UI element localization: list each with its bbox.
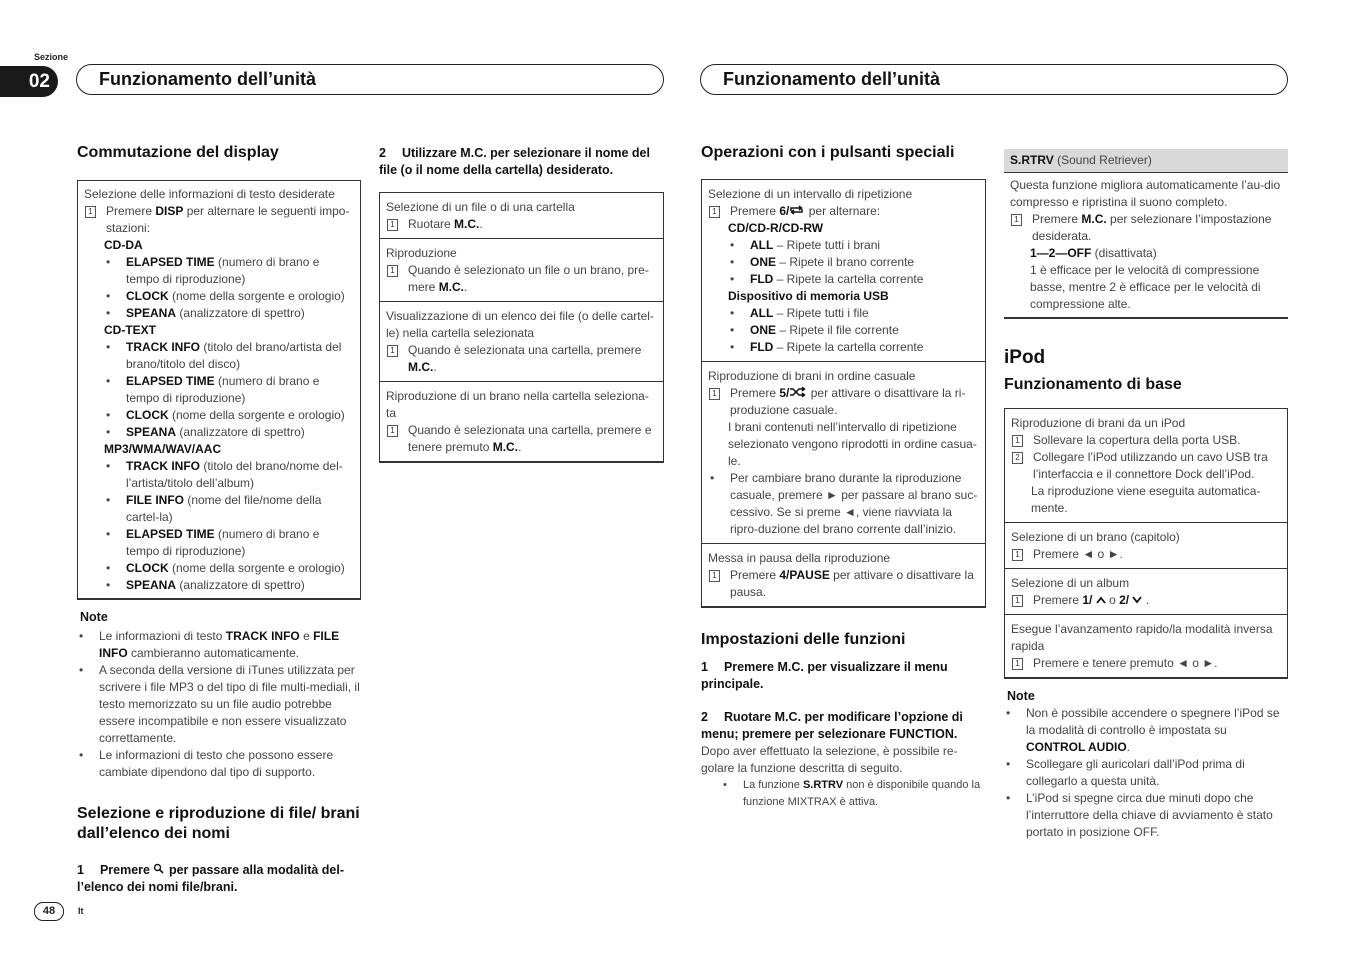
step-number-icon: 1	[1012, 658, 1023, 670]
random-title: Riproduzione di brani in ordine casuale	[708, 369, 916, 383]
step-number-icon: 1	[387, 219, 398, 231]
list-item: • FLD – Ripete la cartella corrente	[730, 340, 924, 354]
list-item: • FILE INFO (nome del file/nome della cartel-la)	[106, 493, 322, 524]
list-item: • ONE – Ripete il file corrente	[730, 323, 899, 337]
note-item: • Non è possibile accendere o spegnere l’iPod se la modalità di controllo è impostata su CONTROL AUDIO.	[1006, 706, 1280, 754]
ipod-box: Riproduzione di brani da un iPod 1 Sollevare la copertura della porta USB. 2 Collegare l’iPod utilizzando un cavo USB tra l’interfaccia e il connettore Dock dell’iPod. La riproduzione viene eseguita automatica-mente. Selezione di un brano (capitolo) 1 Premere ◄ o ►. Selezione di un album 1 Premere 1/ o 2/ . Esegue l’avanzamento rapido/la modalità inversa rapida 1 Premere e tenere premuto ◄ o ►.	[1004, 408, 1288, 679]
page-number: 48	[34, 902, 64, 921]
step-number-icon: 1	[709, 570, 720, 582]
note-item: • A seconda della versione di iTunes utilizzata per scrivere i file MP3 o del tipo di file multi-mediali, il testo memorizzato su un file audio potrebbe essere incompatibile e non essere visualizzato correttamente.	[79, 663, 360, 745]
display-mode-groups	[84, 237, 354, 594]
group-title: Dispositivo di memoria USB	[728, 289, 889, 303]
list-item: • ALL – Ripete tutti i file	[730, 306, 869, 320]
up-chevron-icon	[1092, 593, 1109, 607]
repeat-icon	[789, 203, 805, 220]
group-title: CD-TEXT	[104, 323, 156, 337]
function-step-2: 2 Ruotare M.C. per modificare l’opzione di menu; premere per selezionare FUNCTION.	[701, 710, 963, 741]
step-1-instruction: 1 Premere per passare alla modalità del-l’elenco dei nomi file/brani.	[77, 863, 345, 894]
group-title: CD/CD-R/CD-RW	[728, 221, 824, 235]
step-number-icon: 1	[387, 425, 398, 437]
random-section	[702, 362, 985, 544]
notes-list	[77, 628, 361, 781]
step-number-icon: 2	[1012, 452, 1023, 464]
special-buttons-heading: Operazioni con i pulsanti speciali	[701, 144, 955, 161]
function-step-1: 1 Premere M.C. per visualizzare il menu principale.	[701, 660, 948, 691]
note-item: • L’iPod si spegne circa due minuti dopo che l’interruttore della chiave di avviamento è stato portato in posizione OFF.	[1006, 791, 1273, 839]
display-info-box	[77, 180, 361, 600]
language-code: It	[78, 906, 84, 916]
page-title-left: Funzionamento dell’unità	[76, 64, 664, 95]
list-item: • SPEANA (analizzatore di spettro)	[106, 425, 305, 439]
step-2-instruction: 2 Utilizzare M.C. per selezionare il nome del file (o il nome della cartella) desiderato.	[379, 146, 650, 177]
list-item: • ALL – Ripete tutti i brani	[730, 238, 881, 252]
note-item: • Le informazioni di testo TRACK INFO e FILE INFO cambieranno automaticamente.	[79, 629, 340, 660]
note-title: Note	[80, 610, 108, 624]
list-item: • FLD – Ripete la cartella corrente	[730, 272, 924, 286]
pause-section	[702, 544, 985, 606]
srtrv-body: Questa funzione migliora automaticamente l’au-dio compresso e ripristina il suono completo. 1 Premere M.C. per selezionare l’impostazione desiderata. 1—2—OFF (disattivata) 1 è efficace per le velocità di compressione basse, mentre 2 è efficace per le velocità di compressione alte.	[1010, 178, 1281, 311]
fast-forward-title: Esegue l’avanzamento rapido/la modalità inversa rapida	[1011, 622, 1273, 653]
repeat-section	[702, 180, 985, 362]
step-number-icon: 1	[1012, 595, 1023, 607]
pause-title: Messa in pausa della riproduzione	[708, 551, 891, 565]
ipod-note-title: Note	[1007, 689, 1035, 703]
step-number-icon: 1	[709, 206, 720, 218]
note-item: • Le informazioni di testo che possono essere cambiate dipendono dal tipo di supporto.	[79, 748, 334, 779]
down-chevron-icon	[1129, 593, 1146, 607]
list-item: • TRACK INFO (titolo del brano/nome del-l’artista/titolo dell’album)	[106, 459, 343, 490]
step-number-icon: 1	[709, 388, 720, 400]
file-selection-heading: Selezione e riproduzione di file/ brani dall’elenco dei nomi	[77, 805, 360, 842]
group-title: CD-DA	[104, 238, 143, 252]
file-op-section: Selezione di un file o di una cartella 1 Ruotare M.C..	[380, 193, 663, 239]
step-1: 1 Premere DISP per alternare le seguenti impo-stazioni:	[84, 203, 354, 237]
function-step-2-text: Dopo aver effettuato la selezione, è possibile re-golare la funzione descritta di seguito.	[701, 744, 958, 775]
repeat-title: Selezione di un intervallo di ripetizione	[708, 187, 913, 201]
file-op-section: Riproduzione 1 Quando è selezionato un file o un brano, pre-mere M.C..	[380, 239, 663, 302]
repeat-step: 1 Premere 6/ per alternare:	[708, 203, 979, 220]
srtrv-header: S.RTRV (Sound Retriever)	[1004, 149, 1288, 173]
list-item: • SPEANA (analizzatore di spettro)	[106, 578, 305, 592]
box-intro: Selezione delle informazioni di testo desiderate	[84, 187, 335, 201]
file-op-section: Riproduzione di un brano nella cartella seleziona-ta 1 Quando è selezionata una cartella, premere e tenere premuto M.C..	[386, 389, 652, 454]
list-item: • CLOCK (nome della sorgente e orologio)	[106, 289, 345, 303]
list-item: • SPEANA (analizzatore di spettro)	[106, 306, 305, 320]
page-title-right: Funzionamento dell’unità	[700, 64, 1288, 95]
section-number: 02	[0, 66, 58, 97]
column-4	[1004, 149, 1288, 841]
display-switch-heading: Commutazione del display	[77, 144, 279, 161]
list-item: • ONE – Ripete il brano corrente	[730, 255, 915, 269]
file-operations-box	[379, 192, 664, 463]
select-track-title: Selezione di un brano (capitolo)	[1011, 530, 1180, 544]
ipod-heading: iPod	[1004, 347, 1046, 368]
select-album-title: Selezione di un album	[1011, 576, 1130, 590]
list-item: • ELAPSED TIME (numero di brano e tempo di riproduzione)	[106, 527, 320, 558]
list-item: • ELAPSED TIME (numero di brano e tempo di riproduzione)	[106, 255, 320, 286]
basic-operation-heading: Funzionamento di base	[1004, 376, 1182, 393]
step-number-icon: 1	[1011, 214, 1022, 226]
special-buttons-box	[701, 179, 986, 608]
group-title: MP3/WMA/WAV/AAC	[104, 442, 222, 456]
section-label: Sezione	[34, 52, 69, 62]
function-bullet: • La funzione S.RTRV non è disponibile quando la funzione MIXTRAX è attiva.	[723, 779, 981, 808]
list-item: • CLOCK (nome della sorgente e orologio)	[106, 561, 345, 575]
random-step: 1 Premere 5/ per attivare o disattivare la ri-produzione casuale.	[708, 385, 979, 419]
step-number-icon: 1	[387, 345, 398, 357]
ipod-play-title: Riproduzione di brani da un iPod	[1011, 416, 1186, 430]
note-item: • Scollegare gli auricolari dall’iPod prima di collegarlo a questa unità.	[1006, 757, 1245, 788]
ipod-notes-list	[1004, 705, 1288, 841]
random-bullet: • Per cambiare brano durante la riproduzione casuale, premere ► per passare al brano suc-cessivo. Se si preme ◄, viene riavviata la ripro-duzione del brano corrente dall’inizio.	[710, 471, 978, 536]
srtrv-box	[1004, 149, 1288, 319]
step-number-icon: 1	[387, 265, 398, 277]
column-3	[701, 143, 986, 811]
repeat-options	[708, 220, 979, 356]
file-op-section: Visualizzazione di un elenco dei file (o delle cartel-le) nella cartella selezionata 1 Quando è selezionata una cartella, premere M.C..	[380, 302, 663, 382]
function-settings-heading: Impostazioni delle funzioni	[701, 631, 906, 648]
pause-step: 1 Premere 4/PAUSE per attivare o disattivare la pausa.	[708, 567, 979, 601]
column-1	[77, 143, 361, 896]
step-number-icon: 1	[1012, 549, 1023, 561]
step-number-icon: 1	[85, 206, 96, 218]
search-icon	[153, 862, 165, 879]
step-number-icon: 1	[1012, 435, 1023, 447]
random-step-note: I brani contenuti nell’intervallo di ripetizione selezionato vengono riprodotti in ordine casua-le.	[728, 420, 977, 468]
column-2	[379, 145, 664, 463]
shuffle-icon	[789, 385, 807, 402]
list-item: • TRACK INFO (titolo del brano/artista del brano/titolo del disco)	[106, 340, 342, 371]
list-item: • CLOCK (nome della sorgente e orologio)	[106, 408, 345, 422]
list-item: • ELAPSED TIME (numero di brano e tempo di riproduzione)	[106, 374, 320, 405]
